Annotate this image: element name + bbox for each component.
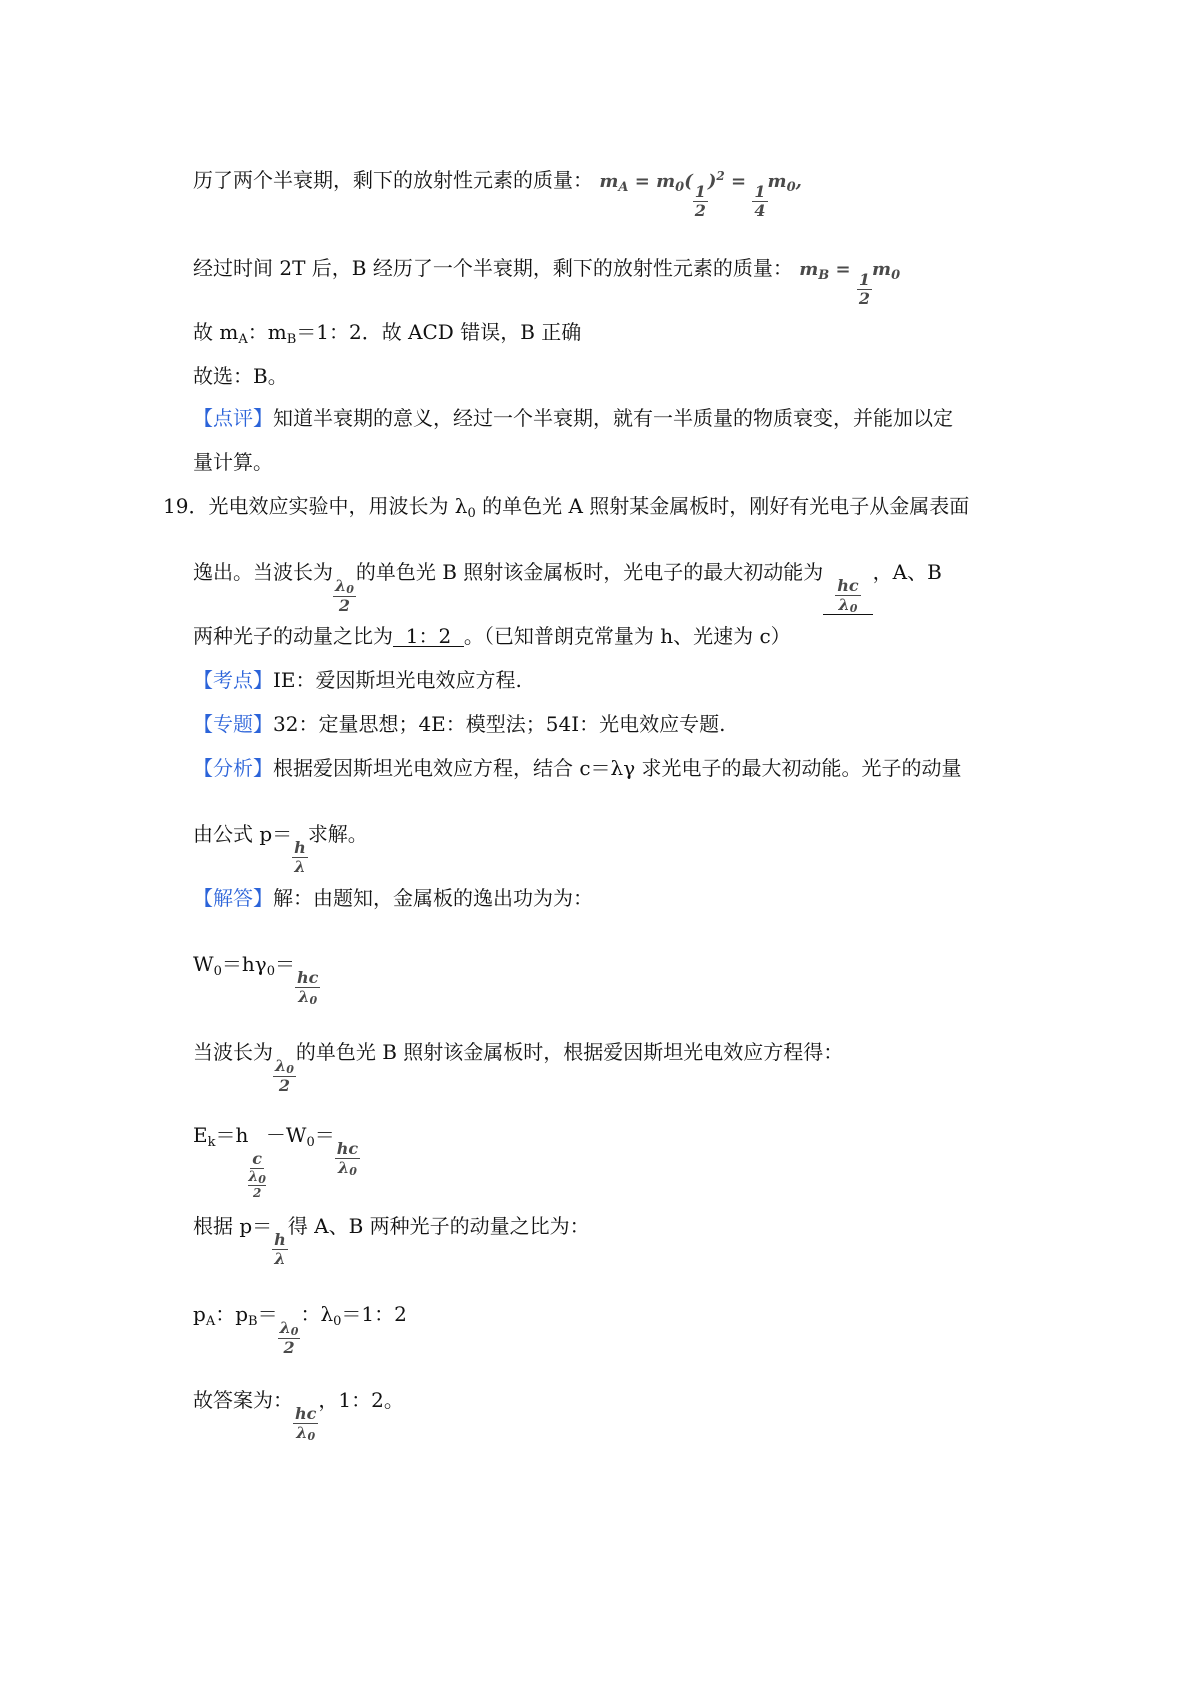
subscript: B xyxy=(248,1314,258,1329)
answer-blank-1: $\frac{hc}{\lambda 0}$ xyxy=(823,562,872,615)
subscript: 0 xyxy=(266,964,275,979)
text: ，1：2。 xyxy=(318,1388,404,1412)
jieda-tag: 【解答】 xyxy=(193,886,273,910)
text: 的单色光 B 照射该金属板时，根据爱因斯坦光电效应方程得： xyxy=(295,1040,844,1064)
fenxi-tag: 【分析】 xyxy=(193,756,273,780)
text: 知道半衰期的意义，经过一个半衰期，就有一半质量的物质衰变，并能加以定 xyxy=(273,406,953,430)
w0-equation xyxy=(193,954,320,1006)
text: 由公式 p＝ xyxy=(193,822,293,846)
formula-mb: $m_B$ = $\frac{1}{2}$ $m_0$ xyxy=(799,259,901,308)
text: ＝hγ xyxy=(221,952,267,976)
fraction-hc-over-lambda0: $\frac{hc}{\lambda 0}$ xyxy=(336,1139,359,1178)
text: 的单色光 B 照射该金属板时，光电子的最大初动能为 xyxy=(355,560,824,584)
answer-line xyxy=(193,1390,404,1442)
text: －W xyxy=(265,1123,307,1147)
question-number: 19． xyxy=(163,494,209,518)
fraction-lambda0-over-2: $\frac{\lambda 0}{2}$ xyxy=(275,1056,294,1095)
text: 故答案为： xyxy=(193,1388,293,1412)
subscript: 0 xyxy=(333,1314,342,1329)
fraction-hc-over-lambda0: $\frac{hc}{\lambda 0}$ xyxy=(295,1404,317,1443)
fenxi-line-2 xyxy=(193,824,368,875)
text-line xyxy=(193,408,953,428)
subscript: A xyxy=(238,332,248,347)
kaodian-line xyxy=(193,670,522,690)
text: ＝ xyxy=(257,1302,278,1326)
text: 得 A、B 两种光子的动量之比为： xyxy=(287,1214,590,1238)
text: 解：由题知，金属板的逸出功为为： xyxy=(273,886,593,910)
text: 32：定量思想；4E：模型法；54I：光电效应专题. xyxy=(273,712,726,736)
question-19-line xyxy=(193,562,942,615)
text: ＝1：2 xyxy=(341,1302,407,1326)
question-19-line xyxy=(163,496,969,520)
text-line xyxy=(193,322,581,346)
momentum-ratio-equation xyxy=(193,1304,407,1356)
text: ：p xyxy=(215,1302,249,1326)
formula-ma: $m_A = m_0$( $\frac{1}{2}$ )$^2$ = $\frac{1}{4}$ $m_0$, xyxy=(599,169,802,220)
subscript: A xyxy=(205,1314,216,1329)
text: 求解。 xyxy=(307,822,368,846)
kaodian-tag: 【考点】 xyxy=(193,668,273,692)
text: 光电效应实验中，用波长为 λ xyxy=(208,494,468,518)
text: ＝1：2．故 ACD 错误，B 正确 xyxy=(296,320,582,344)
comment-tag: 【点评】 xyxy=(193,406,273,430)
fraction-h-over-lambda: $\frac{h}{\lambda}$ xyxy=(294,838,306,876)
text: 。（已知普朗克常量为 h、光速为 c） xyxy=(463,624,791,648)
fenxi-line xyxy=(193,758,962,778)
text: ＝h xyxy=(215,1123,249,1147)
fraction-h-over-lambda: $\frac{h}{\lambda}$ xyxy=(274,1230,286,1268)
text: ，A、B xyxy=(872,560,942,584)
text: ＝ xyxy=(274,952,295,976)
text: W xyxy=(193,952,214,976)
fraction-hc-over-lambda0: $\frac{hc}{\lambda 0}$ xyxy=(296,968,319,1007)
text: E xyxy=(193,1123,208,1147)
text-line: 量计算。 xyxy=(193,450,273,474)
subscript: k xyxy=(207,1135,216,1150)
text: 当波长为 xyxy=(193,1040,273,1064)
text: 根据 p＝ xyxy=(193,1214,273,1238)
fraction-lambda0-over-2: $\frac{\lambda 0}{2}$ xyxy=(335,576,354,615)
text-line xyxy=(193,258,900,307)
text: 两种光子的动量之比为 xyxy=(193,624,393,648)
fraction-c-over-lambda0-half: c λ0 2 xyxy=(248,1149,266,1200)
zhuanti-line xyxy=(193,714,725,734)
zhuanti-tag: 【专题】 xyxy=(193,712,273,736)
text: 历了两个半衰期，剩下的放射性元素的质量： xyxy=(193,168,593,192)
text: 根据爱因斯坦光电效应方程，结合 c＝λγ 求光电子的最大初动能。光子的动量 xyxy=(273,756,962,780)
question-19-line xyxy=(193,626,791,647)
text-line: 故选：B。 xyxy=(193,364,288,388)
text: ：λ xyxy=(300,1302,334,1326)
text: p xyxy=(193,1302,206,1326)
text: 的单色光 A 照射某金属板时，刚好有光电子从金属表面 xyxy=(475,494,970,518)
text-line xyxy=(193,170,802,219)
text-line xyxy=(193,1216,590,1267)
subscript: 0 xyxy=(213,964,222,979)
text: 经过时间 2T 后，B 经历了一个半衰期，剩下的放射性元素的质量： xyxy=(193,256,793,280)
fraction-lambda0-over-2: $\frac{\lambda 0}{2}$ xyxy=(279,1318,299,1357)
jieda-line xyxy=(193,888,593,908)
ek-equation xyxy=(193,1125,360,1199)
text: ：m xyxy=(247,320,287,344)
text: IE：爱因斯坦光电效应方程. xyxy=(273,668,522,692)
subscript: 0 xyxy=(467,506,476,521)
text-line xyxy=(193,1042,843,1094)
subscript: B xyxy=(286,332,297,347)
text: 逸出。当波长为 xyxy=(193,560,333,584)
answer-blank-2: 1：2 xyxy=(393,624,464,648)
text: 故 m xyxy=(193,320,239,344)
subscript: 0 xyxy=(306,1135,315,1150)
text: ＝ xyxy=(314,1123,335,1147)
